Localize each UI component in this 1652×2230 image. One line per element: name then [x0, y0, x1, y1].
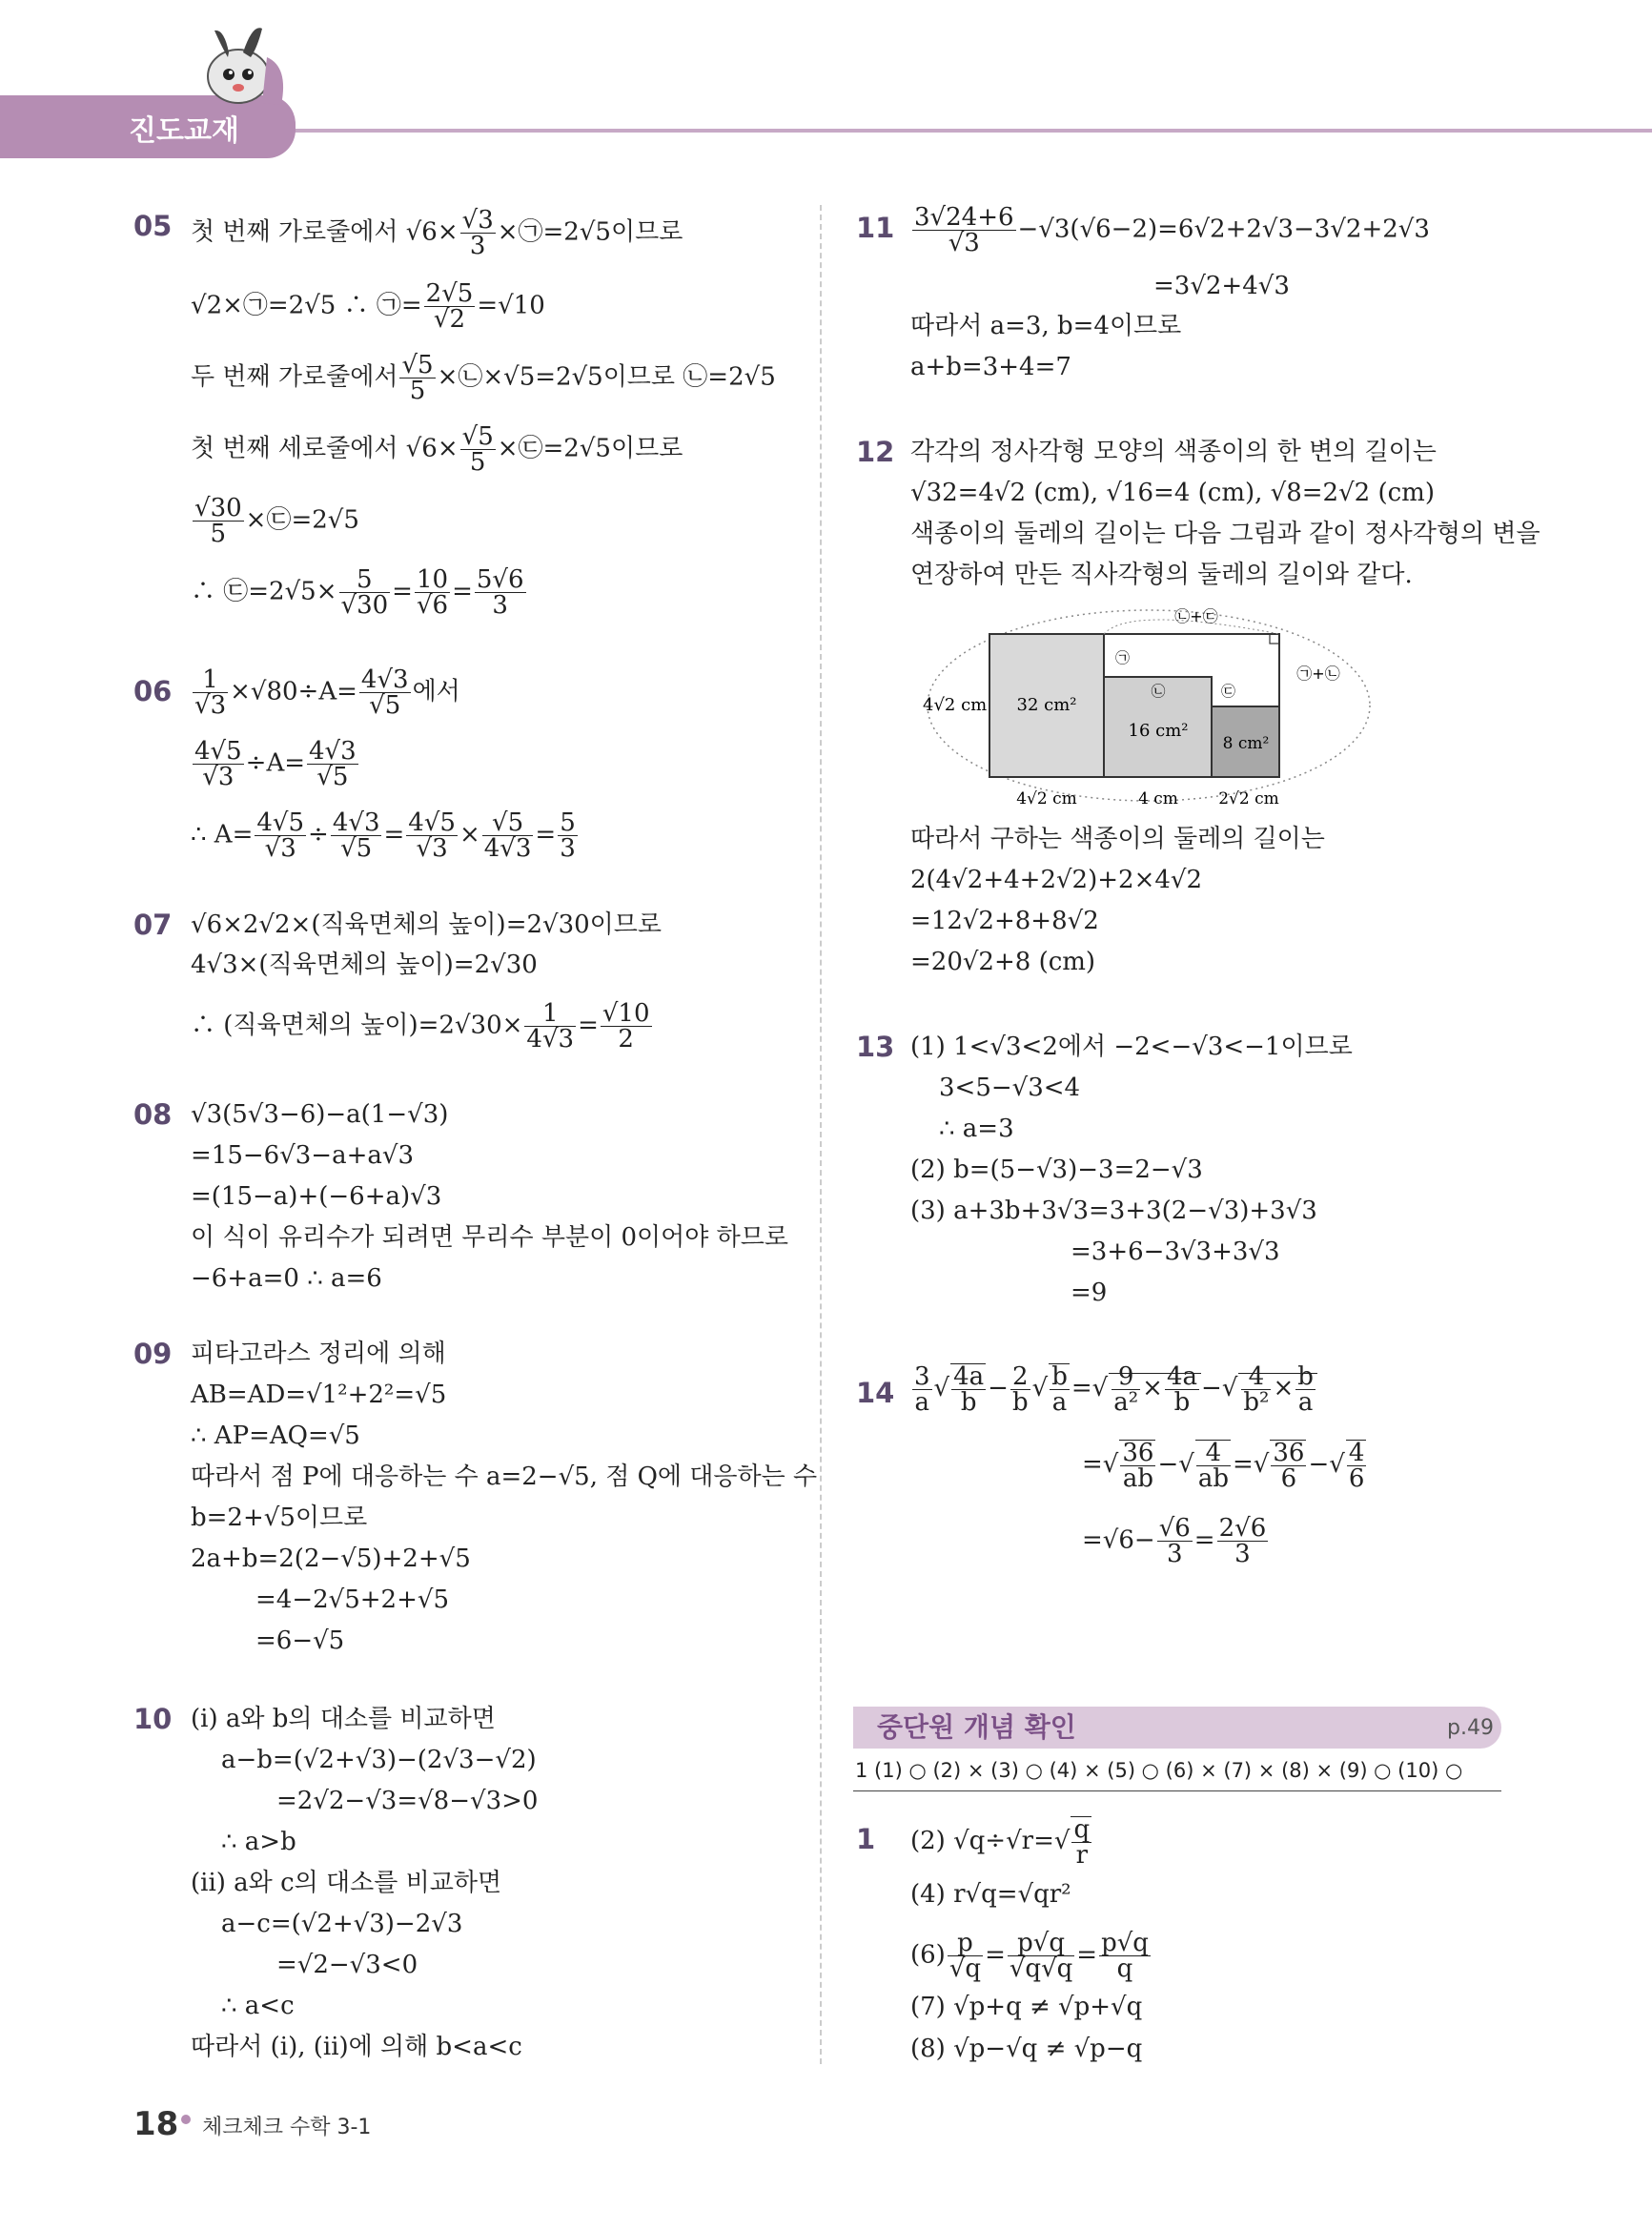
p13-line4: (2) b=(5−√3)−3=2−√3	[910, 1156, 1203, 1184]
p12-line7: =12√2+8+8√2	[910, 907, 1099, 935]
p09-line5: b=2+√5이므로	[191, 1504, 368, 1532]
p06-line2: $\frac{4√5}{√3}$ ÷A= $\frac{4√3}{√5}$	[194, 737, 357, 791]
label-right: ㉠+㉡	[1296, 665, 1340, 683]
p07-line3: ∴ (직육면체의 높이)=2√30× $\frac{1}{4√3}$ = $\frac{√10}{2}$	[191, 999, 650, 1054]
p11-line4: a+b=3+4=7	[910, 353, 1071, 381]
p05-line5: $\frac{√30}{5}$ ×㉢=2√5	[194, 494, 359, 548]
p12-line1: 각각의 정사각형 모양의 색종이의 한 변의 길이는	[910, 438, 1437, 466]
p12-line6: 2(4√2+4+2√2)+2×4√2	[910, 866, 1203, 894]
p10-line7: =√2−√3<0	[276, 1951, 418, 1979]
p09-line1: 피타고라스 정리에 의해	[191, 1340, 446, 1368]
p08-line2: =15−6√3−a+a√3	[191, 1141, 414, 1170]
problem-number: 08	[133, 1098, 173, 1131]
label-sq2: 16 cm²	[1128, 721, 1189, 741]
p12-line5: 따라서 구하는 색종이의 둘레의 길이는	[910, 825, 1325, 853]
answer-key-row: 1 (1) ○ (2) × (3) ○ (4) × (5) ○ (6) × (7) × (8) × (9) ○ (10) ○	[855, 1759, 1463, 1782]
p05-line4: 첫 번째 세로줄에서 √6× $\frac{√5}{5}$ ×㉢=2√5이므로	[191, 422, 683, 477]
p12-line8: =20√2+8 (cm)	[910, 948, 1096, 976]
p10-line2: a−b=(√2+√3)−(2√3−√2)	[221, 1746, 537, 1774]
rabbit-mascot-icon	[186, 19, 291, 114]
p12-line3: 색종이의 둘레의 길이는 다음 그림과 같이 정사각형의 변을	[910, 520, 1540, 548]
squares-diagram	[920, 601, 1377, 815]
p08-line4: 이 식이 유리수가 되려면 무리수 부분이 0이어야 하므로	[191, 1223, 788, 1252]
page-number: 18	[133, 2105, 179, 2143]
s1-line2: (2) √q÷√r=√ $\frac{q}{r}$	[910, 1815, 1091, 1870]
s1-line7: (7) √p+q ≠ √p+√q	[910, 1993, 1143, 2021]
problem-number: 07	[133, 909, 173, 941]
problem-number: 13	[856, 1031, 895, 1063]
p14-line3: =√6− $\frac{√6}{3}$ = $\frac{2√6}{3}$	[1082, 1514, 1267, 1568]
problem-number: 05	[133, 210, 173, 242]
p09-line4: 따라서 점 P에 대응하는 수 a=2−√5, 점 Q에 대응하는 수	[191, 1463, 818, 1491]
label-m2: ㉡	[1151, 683, 1166, 700]
label-b3: 2√2 cm	[1218, 789, 1279, 808]
p08-line3: =(15−a)+(−6+a)√3	[191, 1182, 442, 1211]
p13-line7: =9	[1071, 1279, 1108, 1307]
p13-line1: (1) 1<√3<2에서 −2<−√3<−1이므로	[910, 1033, 1353, 1061]
p05-line6: ∴ ㉢=2√5× $\frac{5}{√30}$ = $\frac{10}{√6}$ = $\frac{5√6}{3}$	[191, 565, 524, 620]
problem-number: 10	[133, 1703, 173, 1735]
section-page-ref: p.49	[1447, 1716, 1494, 1740]
p13-line6: =3+6−3√3+3√3	[1071, 1238, 1280, 1266]
p09-line8: =6−√5	[255, 1626, 345, 1655]
p14-line2: =√ $\frac{36}{ab}$ −√ $\frac{4}{ab}$ =√ $\frac{36}{6}$ −√ $\frac{4}{6}$	[1082, 1439, 1365, 1493]
label-sq3: 8 cm²	[1222, 734, 1270, 753]
p13-line5: (3) a+3b+3√3=3+3(2−√3)+3√3	[910, 1197, 1317, 1225]
s1-line8: (8) √p−√q ≠ √p−q	[910, 2035, 1143, 2063]
p05-line3: 두 번째 가로줄에서 $\frac{√5}{5}$ ×㉡×√5=2√5이므로 ㉡=2√5	[191, 351, 776, 405]
problem-number: 09	[133, 1338, 173, 1370]
p11-line2: =3√2+4√3	[1153, 272, 1290, 300]
p14-line1: $\frac{3}{a}$ √ $\frac{4a}{b}$ − $\frac{2}{b}$ √ $\frac{b}{a}$ =√ $\frac{9}{\text{a²}}$ × $\frac{4a}{b}$ −√ $\frac{4}{\text{b²}}$ × $\frac{b}{a}$	[910, 1363, 1317, 1415]
p10-line8: ∴ a<c	[221, 1992, 295, 2020]
p11-line3: 따라서 a=3, b=4이므로	[910, 312, 1182, 340]
problem-number: 1	[856, 1823, 876, 1855]
problem-number: 06	[133, 675, 173, 707]
label-left: 4√2 cm	[923, 695, 988, 715]
p10-line3: =2√2−√3=√8−√3>0	[276, 1787, 539, 1815]
label-m3: ㉢	[1221, 683, 1236, 700]
p06-line3: ∴ A= $\frac{4√5}{√3}$ ÷ $\frac{4√3}{√5}$ = $\frac{4√5}{√3}$ × $\frac{√5}{4√3}$ = $\frac{5}{3}$	[191, 808, 576, 863]
column-divider	[820, 205, 822, 2064]
s1-line6: (6) $\frac{p}{√q}$ = $\frac{p√q}{√q√q}$ = $\frac{p√q}{q}$	[910, 1929, 1149, 1983]
problem-number: 12	[856, 436, 895, 468]
p13-line3: ∴ a=3	[939, 1115, 1014, 1143]
answer-key-rule	[853, 1790, 1501, 1791]
label-m1: ㉠	[1115, 649, 1131, 666]
footer-bullet-icon	[181, 2115, 191, 2124]
p13-line2: 3<5−√3<4	[939, 1074, 1081, 1102]
p07-line1: √6×2√2×(직육면체의 높이)=2√30이므로	[191, 910, 663, 939]
p09-line2: AB=AD=√1²+2²=√5	[191, 1381, 447, 1409]
p12-line4: 연장하여 만든 직사각형의 둘레의 길이와 같다.	[910, 561, 1413, 589]
p10-line5: (ii) a와 c의 대소를 비교하면	[191, 1869, 502, 1897]
label-sq1: 32 cm²	[1016, 695, 1077, 715]
section-title: 중단원 개념 확인	[877, 1711, 1076, 1743]
header-tab-label: 진도교재	[129, 114, 239, 148]
p09-line3: ∴ AP=AQ=√5	[191, 1422, 360, 1450]
p10-line9: 따라서 (i), (ii)에 의해 b<a<c	[191, 2033, 522, 2061]
p05-line2: √2×㉠=2√5 ∴ ㉠= $\frac{2√5}{√2}$ =√10	[191, 279, 545, 334]
header-rule	[286, 129, 1652, 133]
p09-line7: =4−2√5+2+√5	[255, 1586, 449, 1614]
label-b2: 4 cm	[1138, 789, 1178, 808]
p09-line6: 2a+b=2(2−√5)+2+√5	[191, 1545, 471, 1573]
p10-line4: ∴ a>b	[221, 1828, 296, 1856]
s1-line4: (4) r√q=√qr²	[910, 1880, 1071, 1909]
label-b1: 4√2 cm	[1016, 789, 1077, 808]
p08-line5: −6+a=0 ∴ a=6	[191, 1264, 382, 1293]
p11-line1: $\frac{3√24+6}{√3}$ −√3(√6−2)=6√2+2√3−3√2+2√3	[914, 203, 1430, 257]
p10-line6: a−c=(√2+√3)−2√3	[221, 1910, 463, 1938]
p12-line2: √32=4√2 (cm), √16=4 (cm), √8=2√2 (cm)	[910, 479, 1435, 507]
problem-number: 11	[856, 212, 895, 244]
book-title: 체크체크 수학 3-1	[202, 2116, 372, 2139]
label-top: ㉡+㉢	[1174, 607, 1218, 625]
p05-line1: 첫 번째 가로줄에서 √6× $\frac{√3}{3}$ ×㉠=2√5이므로	[191, 206, 683, 260]
p07-line2: 4√3×(직육면체의 높이)=2√30	[191, 951, 538, 979]
p10-line1: (i) a와 b의 대소를 비교하면	[191, 1705, 496, 1733]
right-angle-mark	[1270, 634, 1279, 644]
p06-line1: $\frac{1}{√3}$ ×√80÷A= $\frac{4√3}{√5}$ 에서	[194, 665, 460, 720]
p08-line1: √3(5√3−6)−a(1−√3)	[191, 1100, 449, 1129]
problem-number: 14	[856, 1377, 895, 1409]
